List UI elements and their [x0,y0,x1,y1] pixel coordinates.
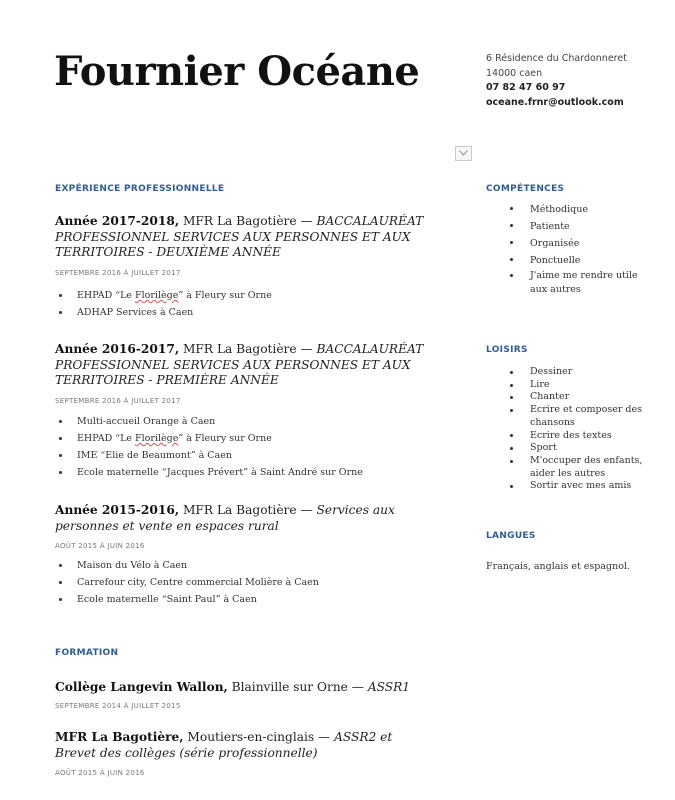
list-item: Ecrire et composer des chansons [486,404,656,429]
phone-number: 07 82 47 60 97 [486,82,566,93]
school-diploma: ASSR1 [367,680,411,694]
job-dates: AOÛT 2015 À JUIN 2016 [55,542,145,550]
school-location: Blainville sur Orne — [227,680,368,694]
job-diploma: BACCALAURÉAT PROFESSIONNEL SERVICES AUX PERSONNES ET AUX TERRITOIRES - PREMIÈRE ANNÉE [55,342,424,387]
job-title [55,214,435,261]
school-name: MFR La Bagotière, [55,730,184,744]
list-item: Organisée [486,235,656,252]
list-item: Méthodique [486,201,656,218]
email-address: oceane.frnr@outlook.com [486,96,624,108]
address-line-2: 14000 caen [486,67,543,79]
job-org: MFR La Bagotière — [179,214,317,228]
list-item: Sport [486,442,656,455]
formation-dates: AOÛT 2015 À JUIN 2016 [55,769,145,777]
list-item: EHPAD “Le Florilège” à Fleury sur Orne [55,287,272,304]
job-title [55,342,435,389]
formation-title [55,680,435,696]
list-item: Ecrire des textes [486,430,656,443]
list-item: Multi-accueil Orange à Caen [55,413,363,430]
job-org: MFR La Bagotière — [179,503,317,517]
competences-list [486,201,656,297]
section-title-langues: LANGUES [486,531,536,541]
section-title-formation: FORMATION [55,648,119,658]
job-diploma: BACCALAURÉAT PROFESSIONNEL SERVICES AUX PERSONNES ET AUX TERRITOIRES - DEUXIÈME ANNÉE [55,214,424,259]
list-item: Ecole maternelle “Saint Paul” à Caen [55,591,319,608]
list-item: Carrefour city, Centre commercial Molière à Caen [55,574,319,591]
list-item: J'aime me rendre utile aux autres [486,269,651,297]
list-item: Chanter [486,391,656,404]
resume-name: Fournier Océane [54,48,420,95]
job-dates: SEPTEMBRE 2016 À JUILLET 2017 [55,397,181,405]
formation-dates: SEPTEMBRE 2014 À JUILLET 2015 [55,702,181,710]
job-year: Année 2016-2017, [55,342,180,356]
section-title-experience: EXPÉRIENCE PROFESSIONNELLE [55,184,225,194]
loisirs-list [486,366,656,493]
list-item: Ecole maternelle “Jacques Prévert” à Saint André sur Orne [55,464,363,481]
school-location: Moutiers-en-cinglais — [183,730,335,744]
list-item: M'occuper des enfants, aider les autres [486,455,656,480]
formation-title [55,730,435,761]
school-diploma: ASSR2 et Brevet des collèges (série professionnelle) [55,730,393,760]
list-item: Dessiner [486,366,656,379]
section-title-loisirs: LOISIRS [486,345,528,355]
job-placements [55,557,319,608]
collapse-button[interactable] [455,146,472,161]
list-item: Patiente [486,218,656,235]
job-title [55,503,435,534]
list-item: EHPAD “Le Florilège” à Fleury sur Orne [55,430,363,447]
list-item: Maison du Vélo à Caen [55,557,319,574]
list-item: Sortir avec mes amis [486,480,656,493]
list-item: Lire [486,379,656,392]
languages-text: Français, anglais et espagnol. [486,561,631,572]
section-title-competences: COMPÉTENCES [486,184,565,194]
contact-block [486,52,627,110]
job-org: MFR La Bagotière — [179,342,317,356]
job-year: Année 2017-2018, [55,214,180,228]
school-name: Collège Langevin Wallon, [55,680,228,694]
list-item: IME “Elie de Beaumont” à Caen [55,447,363,464]
job-placements [55,287,272,321]
list-item: Ponctuelle [486,252,656,269]
address-line-1: 6 Résidence du Chardonneret [486,53,627,64]
job-year: Année 2015-2016, [55,503,180,517]
chevron-down-icon [459,150,468,156]
job-placements [55,413,363,481]
job-dates: SEPTEMBRE 2016 À JUILLET 2017 [55,269,181,277]
job-diploma: Services aux personnes et vente en espaces rural [55,503,395,533]
list-item: ADHAP Services à Caen [55,304,272,321]
